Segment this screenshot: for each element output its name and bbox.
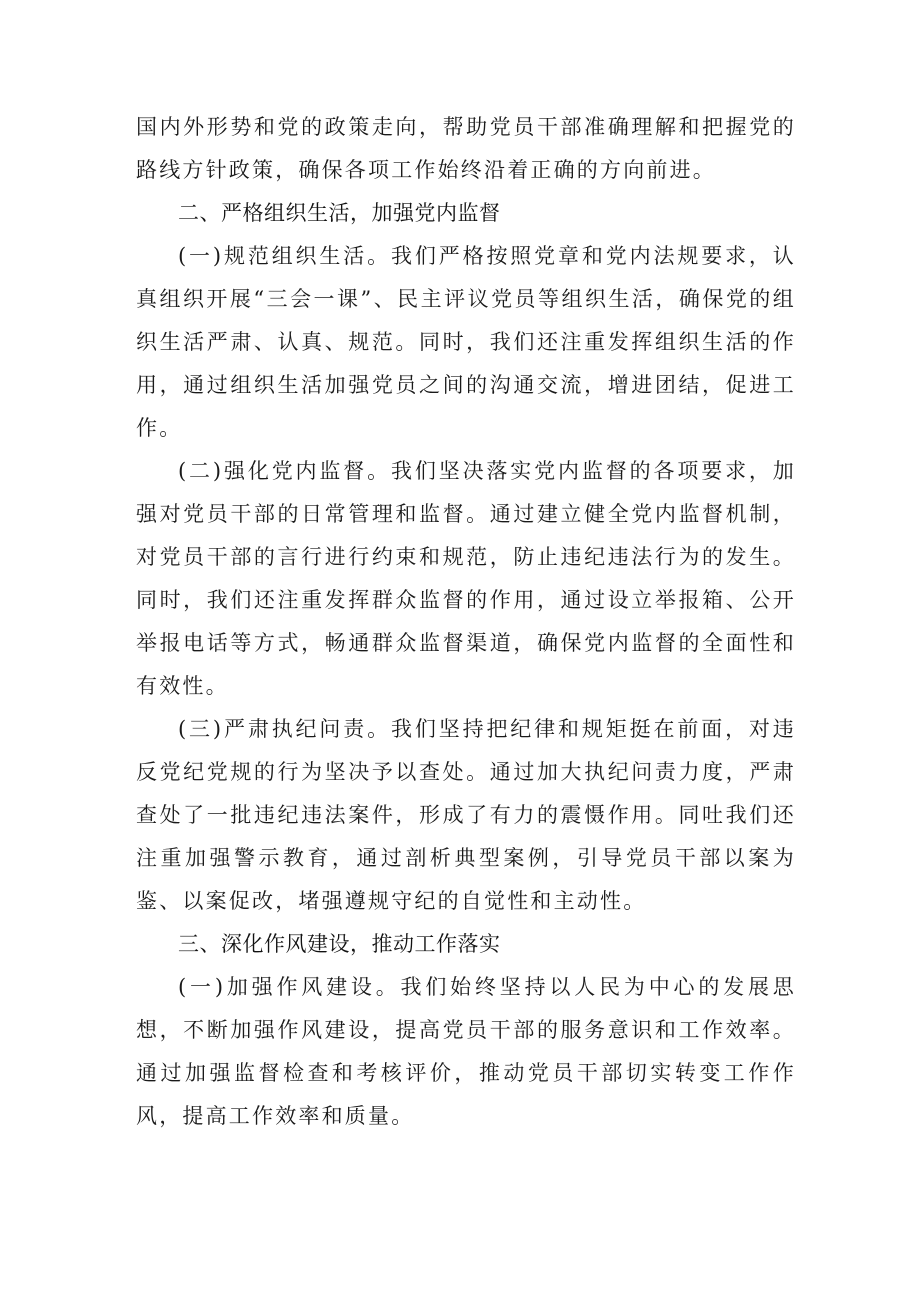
section-heading-3: 三、深化作风建设，推动工作落实 (178, 932, 501, 956)
paragraph-work-style: (一)加强作风建设。我们始终坚持以人民为中心的发展思想，不断加强作风建设，提高党员干部的服务意识和工作效率。通过加强监督检查和考核评价，推动党员干部切实转变工作作风，提高工作效率和质量。 (136, 975, 796, 1128)
paragraph-organization-life: (一)规范组织生活。我们严格按照党章和党内法规要求，认真组织开展“三会一课”、民主评议党员等组织生活，确保党的组织生活严肃、认真、规范。同时，我们还注重发挥组织生活的作用，通过组织生活加强党员之间的沟通交流，增进团结，促进工作。 (136, 244, 796, 440)
paragraph-internal-supervision: (二)强化党内监督。我们坚决落实党内监督的各项要求，加强对党员干部的日常管理和监督。通过建立健全党内监督机制，对党员干部的言行进行约束和规范，防止违纪违法行为的发生。同时，我们还注重发挥群众监督的作用，通过设立举报箱、公开举报电话等方式，畅通群众监督渠道，确保党内监督的全面性和有效性。 (136, 459, 796, 698)
paragraph-discipline-accountability: (三)严肃执纪问责。我们坚持把纪律和规矩挺在前面，对违反党纪党规的行为坚决予以查处。通过加大执纪问责力度，严肃查处了一批违纪违法案件，形成了有力的震慑作用。同吐我们还注重加强警示教育，通过剖析典型案例，引导党员干部以案为鉴、以案促改，堵强遵规守纪的自觉性和主动性。 (136, 717, 796, 913)
section-heading-2: 二、严格组织生活，加强党内监督 (178, 201, 501, 225)
paragraph-continuation: 国内外形势和党的政策走向，帮助党员干部准确理解和把握党的路线方针政策，确保各项工作始终沿着正确的方向前进。 (136, 115, 796, 182)
document-body (136, 106, 796, 1138)
